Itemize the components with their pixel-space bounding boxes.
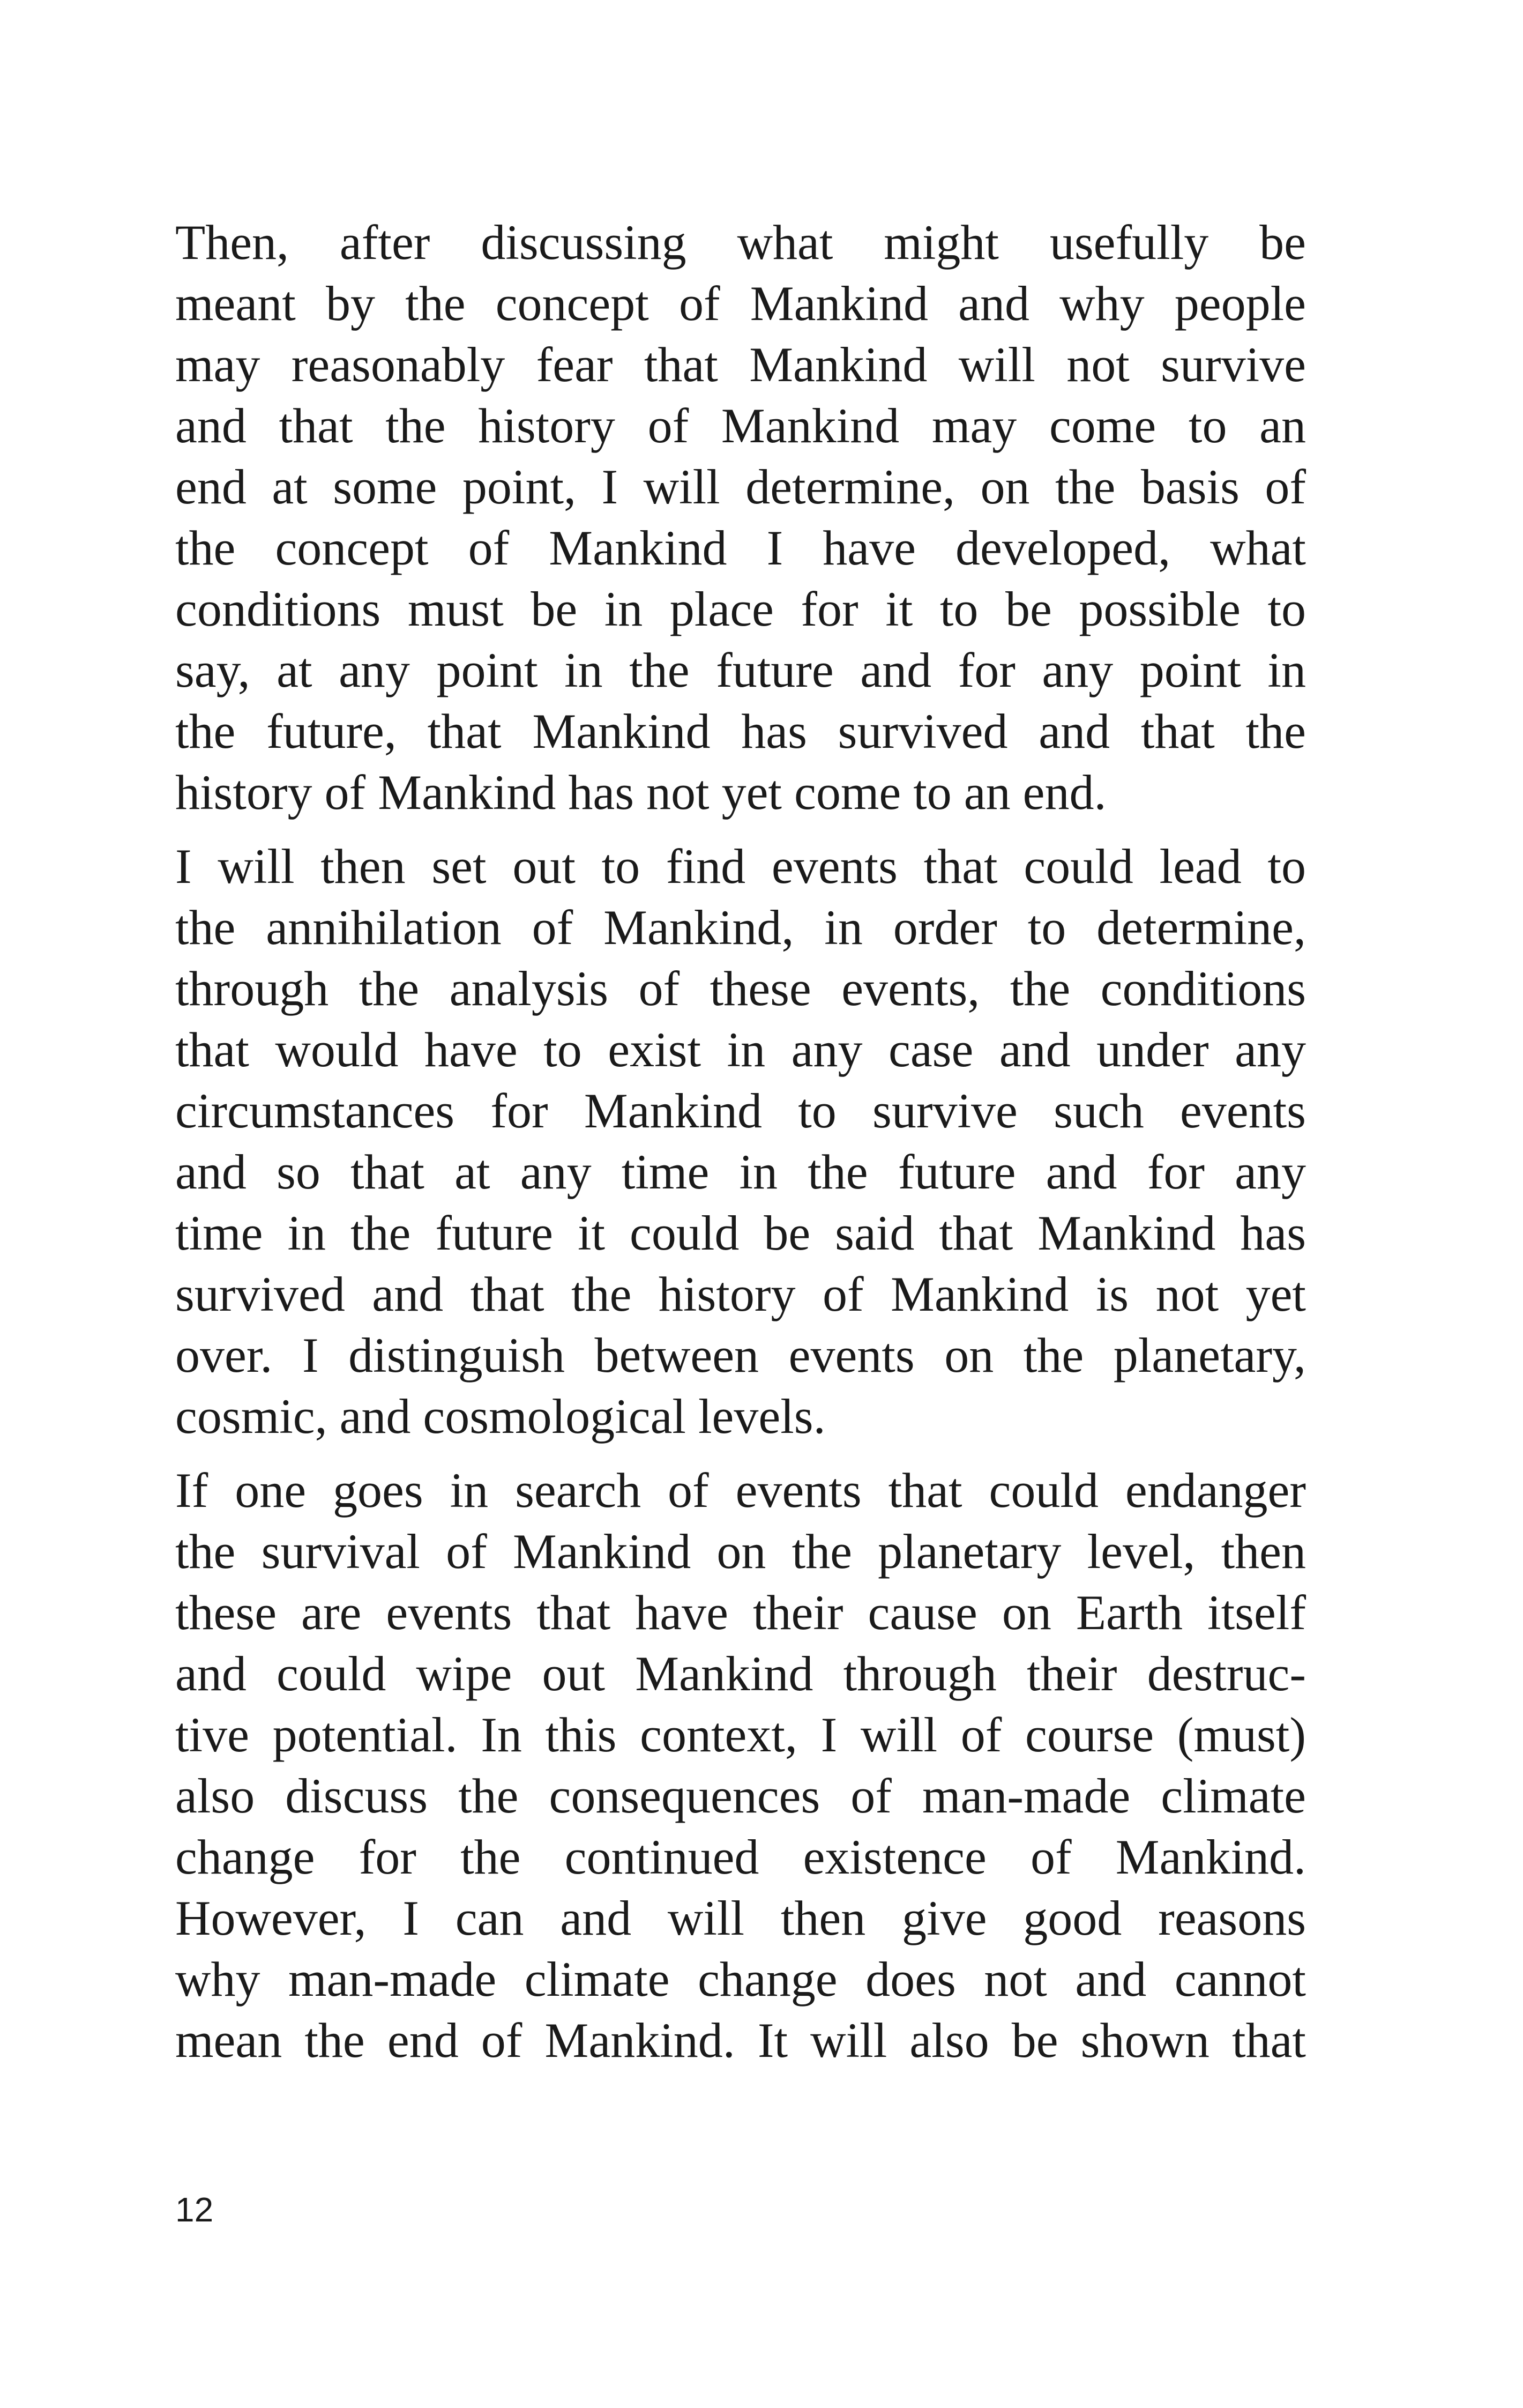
text-line: say, at any point in the future and for any point in [175,643,1306,697]
text-line: may reasonably fear that Mankind will not survive [175,337,1306,392]
text-line: the annihilation of Mankind, in order to determine, [175,900,1306,955]
text-line: conditions must be in place for it to be possible to [175,582,1306,636]
page-number: 12 [175,2190,214,2229]
text-line: these are events that have their cause on Earth itself [175,1585,1306,1640]
body-text [175,212,1306,2084]
text-line: through the analysis of these events, the conditions [175,961,1306,1016]
text-line: why man-made climate change does not and cannot [175,1952,1306,2006]
text-line: the survival of Mankind on the planetary level, then [175,1524,1306,1579]
text-line: end at some point, I will determine, on the basis of [175,459,1306,514]
text-line: history of Mankind has not yet come to an end. [175,765,1107,820]
text-line: time in the future it could be said that Mankind has [175,1206,1306,1260]
text-line: change for the continued existence of Mankind. [175,1830,1306,1884]
text-line: mean the end of Mankind. It will also be shown that [175,2013,1306,2068]
text-line: If one goes in search of events that could endanger [175,1463,1306,1518]
text-line: survived and that the history of Mankind is not yet [175,1267,1306,1321]
text-line: However, I can and will then give good reasons [175,1891,1306,1945]
text-line: circumstances for Mankind to survive such events [175,1083,1306,1138]
text-line: the future, that Mankind has survived and that the [175,704,1306,759]
text-line: and so that at any time in the future and for any [175,1144,1306,1199]
paragraph-2 [175,836,1306,1447]
paragraph-1 [175,212,1306,823]
text-line: that would have to exist in any case and under any [175,1022,1306,1077]
text-line: Then, after discussing what might usefully be [175,215,1306,270]
text-line: tive potential. In this context, I will of course (must) [175,1707,1306,1762]
text-line: cosmic, and cosmological levels. [175,1389,826,1444]
text-line: I will then set out to find events that could lead to [175,839,1306,894]
text-line: and that the history of Mankind may come to an [175,398,1306,453]
text-line: also discuss the consequences of man-made climate [175,1768,1306,1823]
paragraph-3 [175,1460,1306,2071]
text-line: and could wipe out Mankind through their destruc- [175,1646,1306,1701]
text-line: over. I distinguish between events on the planetary, [175,1328,1306,1383]
text-line: the concept of Mankind I have developed, what [175,521,1306,575]
text-line: meant by the concept of Mankind and why people [175,276,1306,331]
